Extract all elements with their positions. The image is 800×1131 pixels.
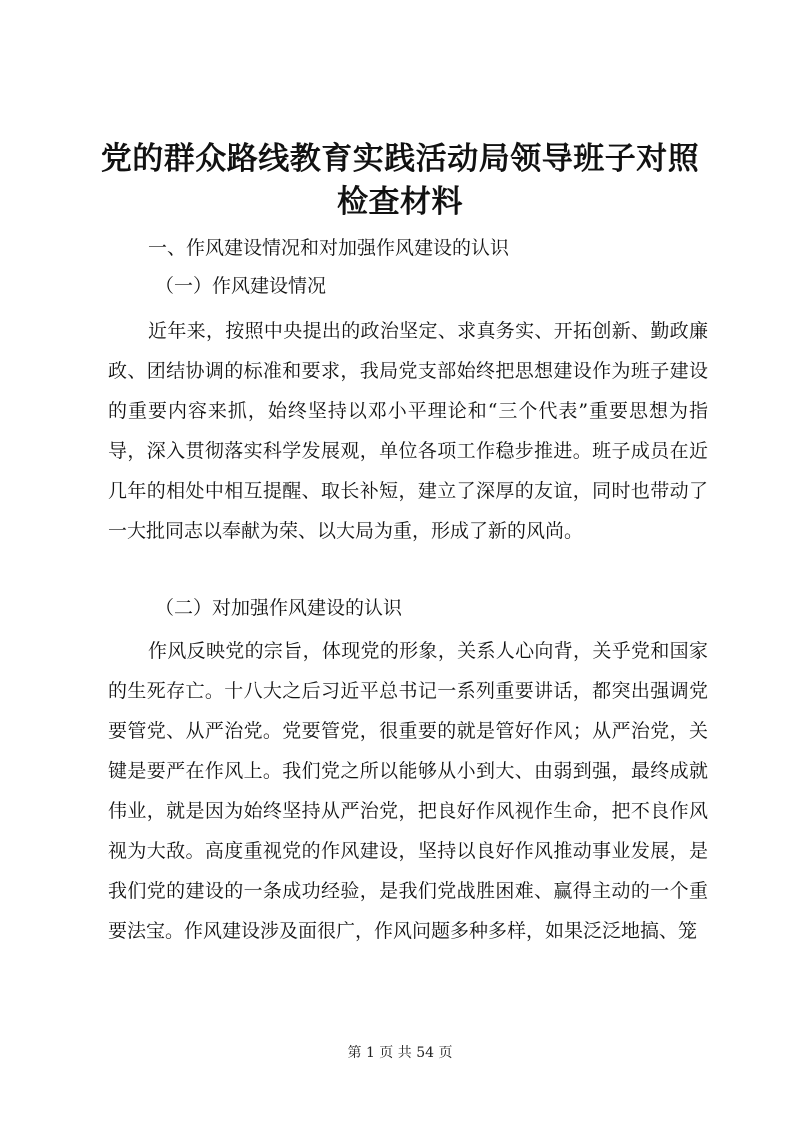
paragraph-1: 近年来，按照中央提出的政治坚定、求真务实、开拓创新、勤政廉政、团结协调的标准和要求，我局党支部始终把思想建设作为班子建设的重要内容来抓，始终坚持以邓小平理论和“三个代表”重要思想为指导，深入贯彻落实科学发展观，单位各项工作稳步推进。班子成员在近几年的相处中相互提醒、取长补短，建立了深厚的友谊，同时也带动了一大批同志以奉献为荣、以大局为重，形成了新的风尚。 xyxy=(108,320,708,542)
subsection-heading-2: （二）对加强作风建设的认识 xyxy=(155,597,403,619)
paragraph-2: 作风反映党的宗旨，体现党的形象，关系人心向背，关乎党和国家的生死存亡。十八大之后习近平总书记一系列重要讲话，都突出强调党要管党、从严治党。党要管党，很重要的就是管好作风；从严治党，关键是要严在作风上。我们党之所以能够从小到大、由弱到强，最终成就伟业，就是因为始终坚持从严治党，把良好作风视作生命，把不良作风视为大敌。高度重视党的作风建设，坚持以良好作风推动事业发展，是我们党的建设的一条成功经验，是我们党战胜困难、赢得主动的一个重要法宝。作风建设涉及面很广，作风问题多种多样，如果泛泛地搞、笼 xyxy=(108,640,708,942)
page-number-footer: 第 1 页 共 54 页 xyxy=(347,1045,453,1061)
document-title: 党的群众路线教育实践活动局领导班子对照检查材料 xyxy=(100,141,700,220)
section-heading-1: 一、作风建设情况和对加强作风建设的认识 xyxy=(148,237,510,259)
subsection-heading-1: （一）作风建设情况 xyxy=(155,275,327,297)
